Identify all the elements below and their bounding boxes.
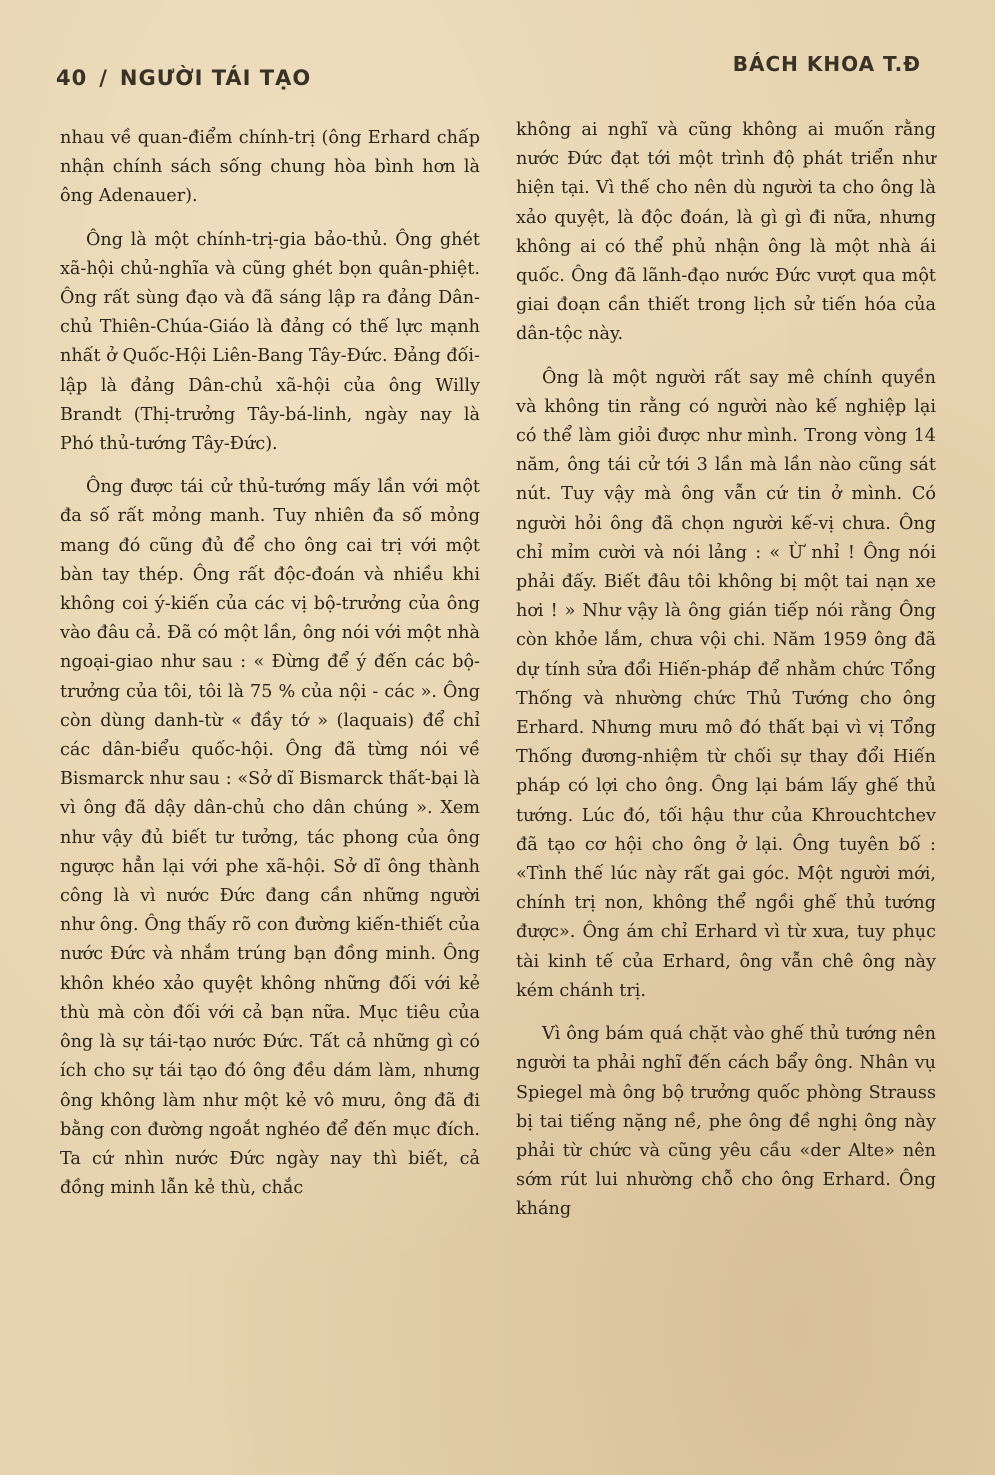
running-header (0, 52, 995, 100)
section-title: NGƯỜI TÁI TẠO (119, 66, 312, 90)
publication-title: BÁCH KHOA T.Đ (732, 52, 921, 76)
header-left (56, 66, 311, 90)
paragraph: nhau về quan-điểm chính-trị (ông Erhard chấp nhận chính sách sống chung hòa bình hơn là ông Adenauer). (60, 128, 480, 207)
header-separator: / (99, 66, 108, 90)
paragraph: Ông được tái cử thủ-tướng mấy lần với một đa số rất mỏng manh. Tuy nhiên đa số mỏng mang đó cũng đủ để cho ông cai trị với một bàn tay thép. Ông rất độc-đoán và nhiều khi không coi ý-kiến của các vị bộ-trưởng của ông vào đâu cả. Đã có một lần, ông nói với một nhà ngoại-giao như sau : « Đừng để ý đến các bộ-trưởng của tôi, tôi là 75 % của nội - các ». Ông còn dùng danh-từ « đầy tớ » (laquais) để chỉ các dân-biểu quốc-hội. Ông đã từng nói về Bismarck như sau : «Sở dĩ Bismarck thất-bại là vì ông đã dậy dân-chủ cho dân chúng ». Xem như vậy đủ biết tư tưởng, tác phong của ông ngược hẳn lại với phe xã-hội. Sở dĩ ông thành công là vì nước Đức đang cần những người như ông. Ông thấy rõ con đường kiến-thiết của nước Đức và nhắm trúng bạn đồng minh. Ông khôn khéo xảo quyệt không những đối với kẻ thù mà còn đối với cả bạn nữa. Mục tiêu của ông là sự tái-tạo nước Đức. Tất cả những gì có ích cho sự tái tạo đó ông đều dám làm, nhưng ông không làm như một kẻ vô mưu, ông đã đi bằng con đường ngoắt nghéo để đến mục đích. Ta cứ nhìn nước Đức ngày nay thì biết, cả đồng minh lẫn kẻ thù, chắc (60, 477, 480, 1199)
left-text-column (60, 124, 480, 1203)
page-number: 40 (56, 66, 88, 90)
paragraph: không ai nghĩ và cũng không ai muốn rằng nước Đức đạt tới một trình độ phát triển như hiện tại. Vì thế cho nên dù người ta cho ông là xảo quyệt, là độc đoán, là gì gì đi nữa, nhưng không ai có thể phủ nhận ông là một nhà ái quốc. Ông đã lãnh-đạo nước Đức vượt qua một giai đoạn cần thiết trong lịch sử tiến hóa của dân-tộc này. (516, 120, 936, 345)
paragraph: Vì ông bám quá chặt vào ghế thủ tướng nên người ta phải nghĩ đến cách bẩy ông. Nhân vụ Spiegel mà ông bộ trưởng quốc phòng Strauss bị tai tiếng nặng nề, phe ông đề nghị ông này phải từ chức và cũng yêu cầu «der Alte» nên sớm rút lui nhường chỗ cho ông Erhard. Ông kháng (516, 1024, 936, 1220)
paragraph: Ông là một chính-trị-gia bảo-thủ. Ông ghét xã-hội chủ-nghĩa và cũng ghét bọn quân-phiệt. Ông rất sùng đạo và đã sáng lập ra đảng Dân-chủ Thiên-Chúa-Giáo là đảng có thế lực mạnh nhất ở Quốc-Hội Liên-Bang Tây-Đức. Đảng đối-lập là đảng Dân-chủ xã-hội của ông Willy Brandt (Thị-trưởng Tây-bá-linh, ngày nay là Phó thủ-tướng Tây-Đức). (60, 229, 480, 455)
right-text-column (516, 116, 936, 1225)
paragraph: Ông là một người rất say mê chính quyền và không tin rằng có người nào kế nghiệp lại có thể làm giỏi được như mình. Trong vòng 14 năm, ông tái cử tới 3 lần mà lần nào cũng sát nút. Tuy vậy mà ông vẫn cứ tin ở mình. Có người hỏi ông đã chọn người kế-vị chưa. Ông chỉ mỉm cười và nói lảng : « Ừ nhỉ ! Ông nói phải đấy. Biết đâu tôi không bị một tai nạn xe hơi ! » Như vậy là ông gián tiếp nói rằng Ông còn khỏe lắm, chưa vội chi. Năm 1959 ông đã dự tính sửa đổi Hiến-pháp để nhằm chức Tổng Thống và nhường chức Thủ Tướng cho ông Erhard. Nhưng mưu mô đó thất bại vì vị Tổng Thống đương-nhiệm từ chối sự thay đổi Hiến pháp có lợi cho ông. Ông lại bám lấy ghế thủ tướng. Lúc đó, tối hậu thư của Khrouchtchev đã tạo cơ hội cho ông ở lại. Ông tuyên bố : «Tình thế lúc này rất gai góc. Một người mới, chính trị non, không thể ngồi ghế thủ tướng được». Ông ám chỉ Erhard vì từ xưa, tuy phục tài kinh tế của Erhard, ông vẫn chê ông này kém chánh trị. (516, 367, 936, 1001)
